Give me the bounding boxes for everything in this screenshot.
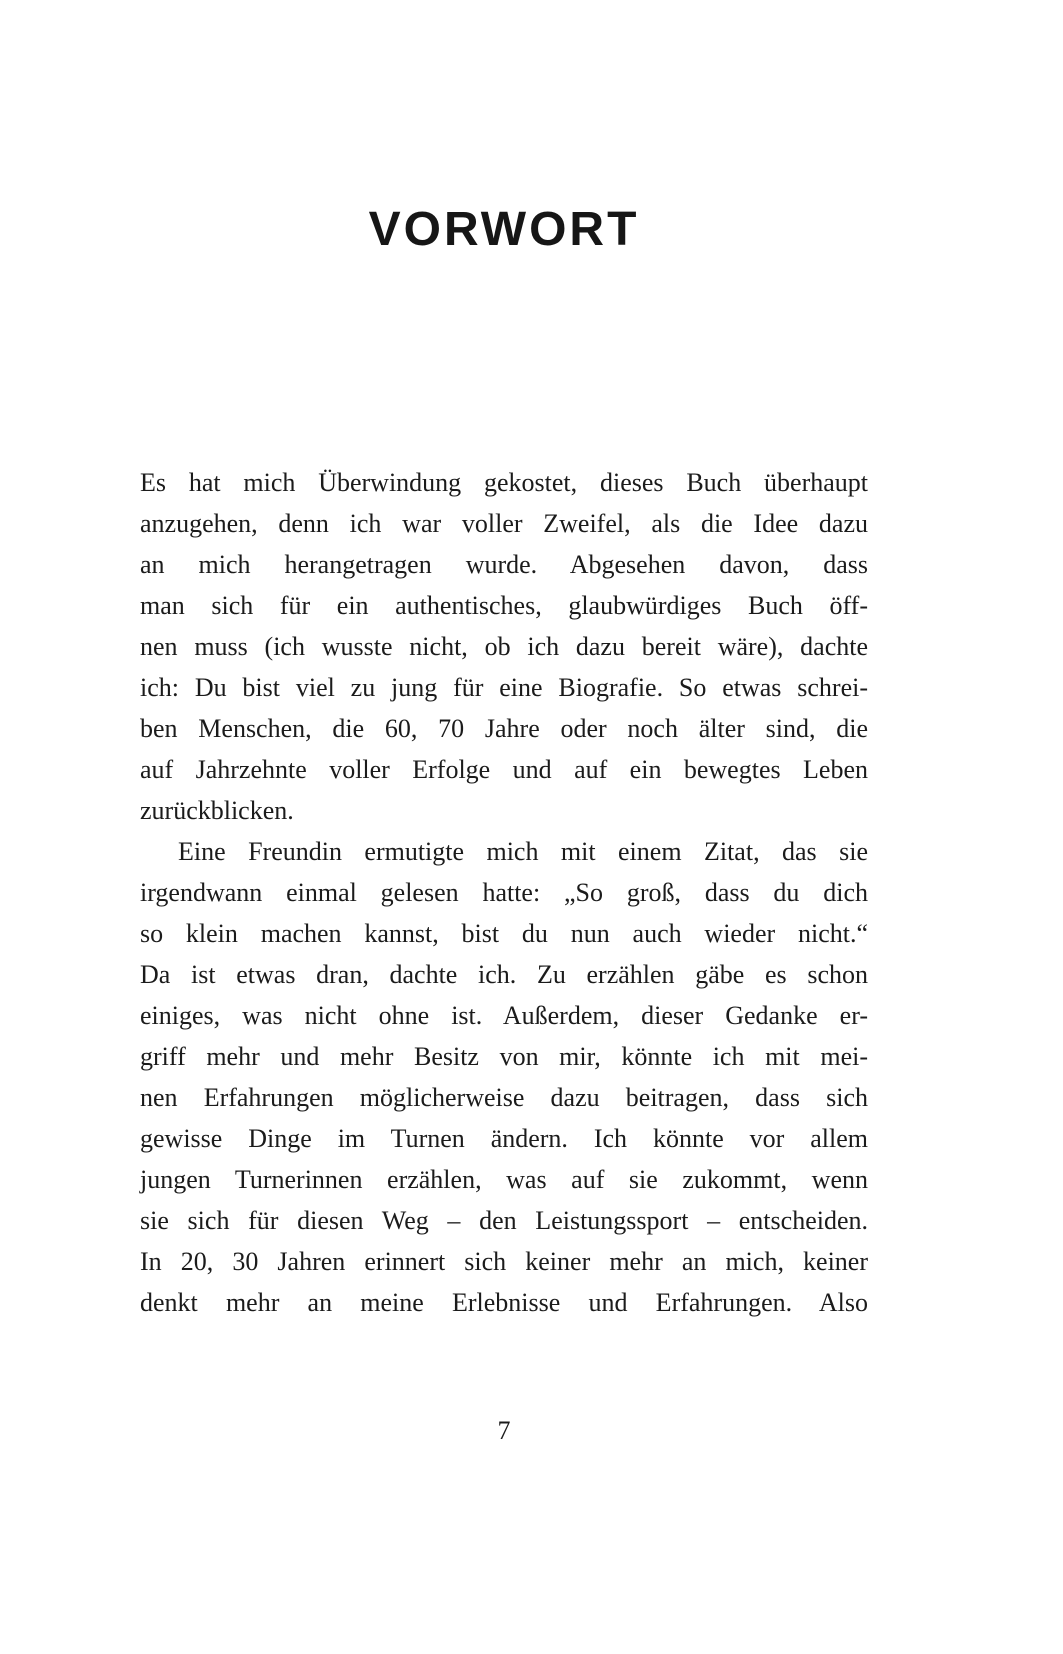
text-line: griff mehr und mehr Besitz von mir, könnte ich mit mei- xyxy=(140,1042,868,1071)
text-line: ben Menschen, die 60, 70 Jahre oder noch älter sind, die xyxy=(140,714,868,743)
text-line: anzugehen, denn ich war voller Zweifel, als die Idee dazu xyxy=(140,509,868,538)
text-line: jungen Turnerinnen erzählen, was auf sie zukommt, wenn xyxy=(140,1165,868,1194)
text-line: denkt mehr an meine Erlebnisse und Erfahrungen. Also xyxy=(140,1288,868,1317)
paragraph xyxy=(140,831,868,1323)
text-line: nen muss (ich wusste nicht, ob ich dazu bereit wäre), dachte xyxy=(140,632,868,661)
text-line: man sich für ein authentisches, glaubwürdiges Buch öff- xyxy=(140,591,868,620)
text-line: so klein machen kannst, bist du nun auch wieder nicht.“ xyxy=(140,919,868,948)
text-line: Es hat mich Überwindung gekostet, dieses Buch überhaupt xyxy=(140,468,868,497)
page-title: VORWORT xyxy=(368,203,640,256)
text-line: auf Jahrzehnte voller Erfolge und auf ein bewegtes Leben xyxy=(140,755,868,784)
text-line: ich: Du bist viel zu jung für eine Biografie. So etwas schrei- xyxy=(140,673,868,702)
text-line: Eine Freundin ermutigte mich mit einem Zitat, das sie xyxy=(178,837,868,866)
page-number: 7 xyxy=(497,1416,511,1445)
text-line: gewisse Dinge im Turnen ändern. Ich könnte vor allem xyxy=(140,1124,868,1153)
text-line: In 20, 30 Jahren erinnert sich keiner mehr an mich, keiner xyxy=(140,1247,868,1276)
text-line: zurückblicken. xyxy=(140,796,294,825)
text-line: irgendwann einmal gelesen hatte: „So groß, dass du dich xyxy=(140,878,868,907)
text-line: an mich herangetragen wurde. Abgesehen davon, dass xyxy=(140,550,868,579)
body-text xyxy=(140,462,868,1323)
text-line: nen Erfahrungen möglicherweise dazu beitragen, dass sich xyxy=(140,1083,868,1112)
text-line: sie sich für diesen Weg – den Leistungssport – entscheiden. xyxy=(140,1206,868,1235)
paragraph xyxy=(140,462,868,831)
text-line: einiges, was nicht ohne ist. Außerdem, dieser Gedanke er- xyxy=(140,1001,868,1030)
text-line: Da ist etwas dran, dachte ich. Zu erzählen gäbe es schon xyxy=(140,960,868,989)
